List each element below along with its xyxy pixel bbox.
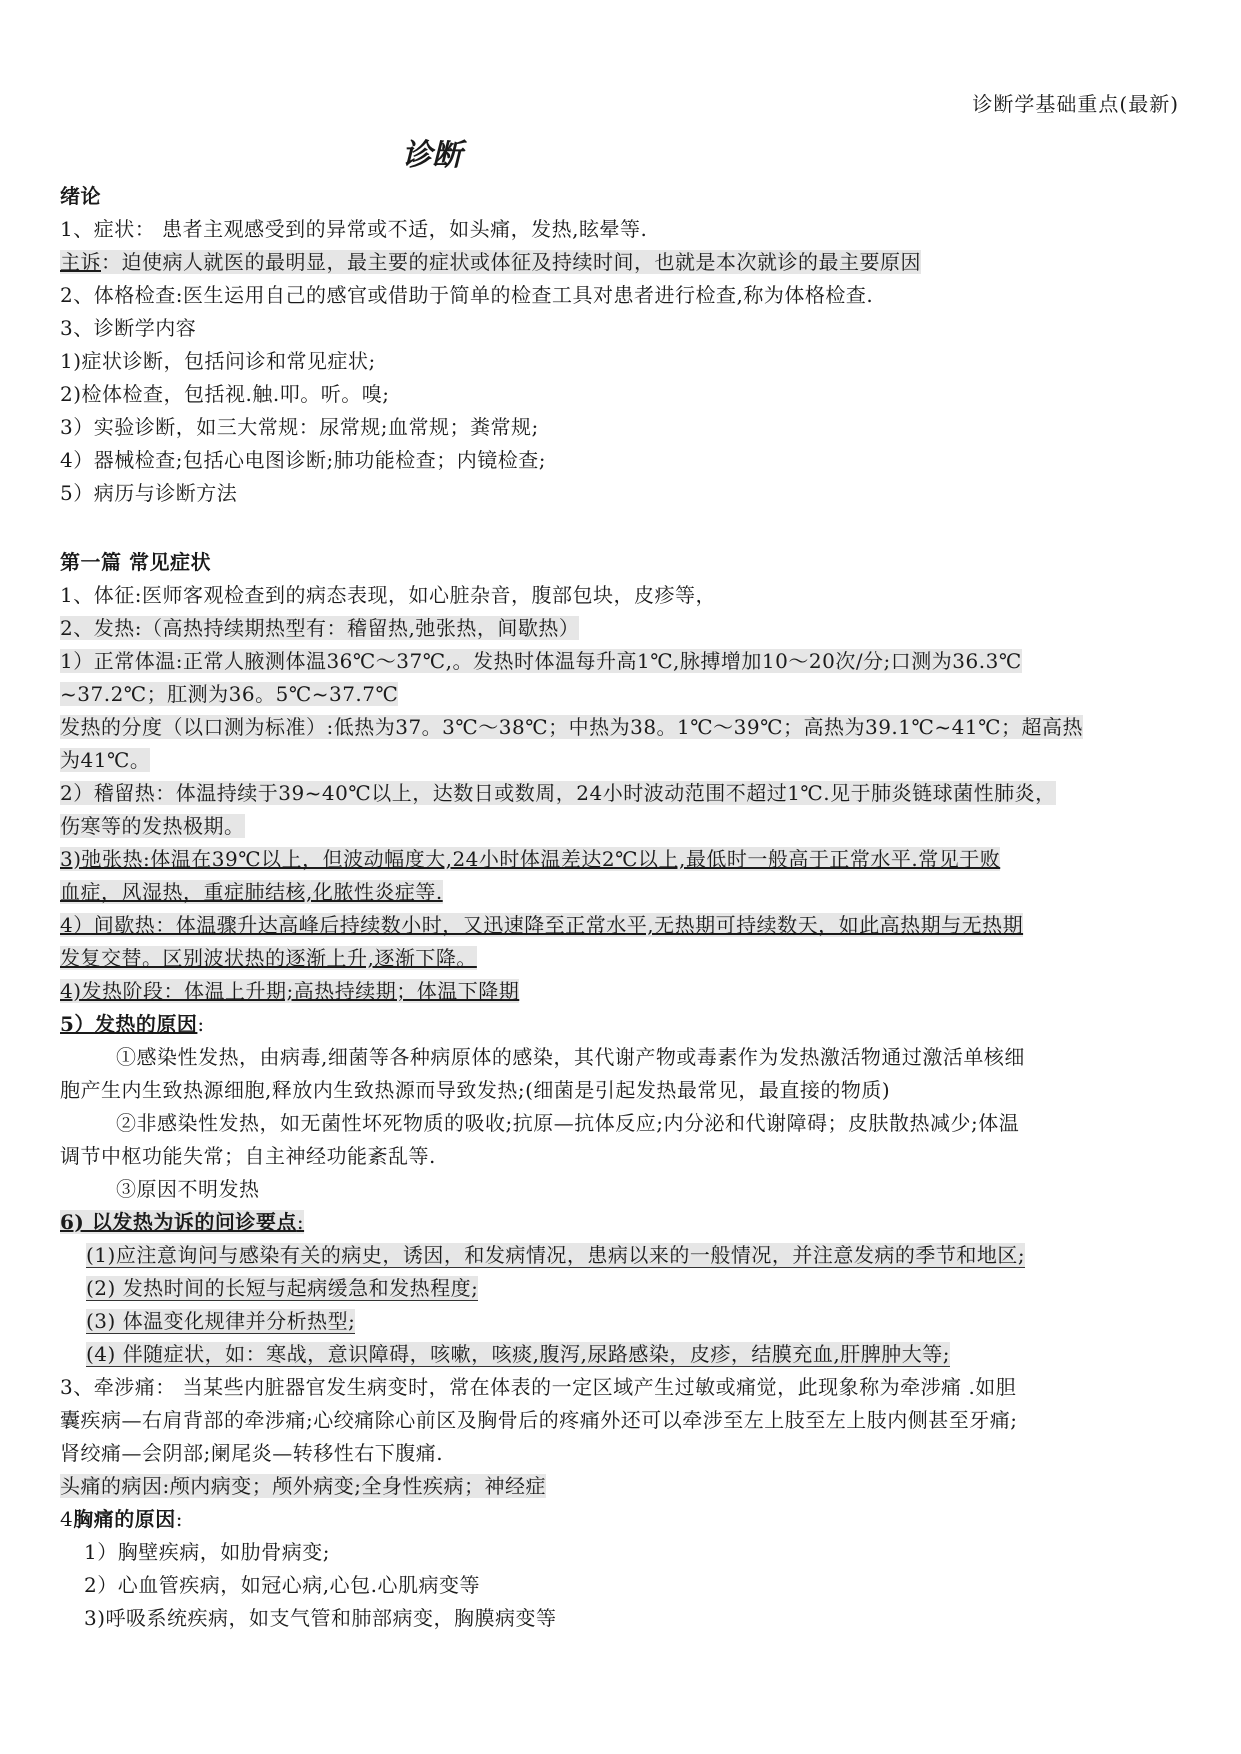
text-line — [60, 1470, 1182, 1503]
text-line — [60, 942, 1182, 975]
highlighted-text: 血症，风湿热，重症肺结核,化脓性炎症等. — [60, 880, 443, 904]
highlighted-text: (3) 体温变化规律并分析热型; — [86, 1309, 356, 1333]
text-line: 4）器械检查;包括心电图诊断;肺功能检查；内镜检查; — [60, 448, 546, 472]
text-line — [60, 1008, 1182, 1041]
highlighted-text: 4)发热阶段：体温上升期;高热持续期；体温下降期 — [60, 979, 520, 1003]
subheading: 6) 以发热为诉的问诊要点 — [60, 1210, 297, 1234]
colon: : — [175, 1507, 183, 1531]
text-line: 囊疾病—右肩背部的牵涉痛;心绞痛除心前区及胸骨后的疼痛外还可以牵涉至左上肢至左上肢内侧甚至牙痛; — [60, 1408, 1018, 1432]
list-item: 1）胸壁疾病，如肋骨病变; — [84, 1540, 330, 1564]
spacer — [60, 510, 1182, 546]
text-line: 1)症状诊断，包括问诊和常见症状; — [60, 349, 376, 373]
highlighted-text: 发热的分度（以口测为标准）:低热为37。3℃～38℃；中热为38。1℃～39℃；高热为39.1℃~41℃；超高热 — [60, 715, 1083, 739]
highlighted-text: (2) 发热时间的长短与起病缓急和发热程度; — [86, 1276, 479, 1300]
highlighted-text: 为41℃。 — [60, 748, 151, 772]
text-line — [60, 1503, 1182, 1536]
colon: : — [197, 1012, 205, 1036]
text-line — [60, 777, 1182, 810]
text-line — [60, 876, 1182, 909]
highlighted-text: 4）间歇热：体温骤升达高峰后持续数小时，又迅速降至正常水平,无热期可持续数天，如此高热期与无热期 — [60, 913, 1024, 937]
list-item — [60, 1239, 1182, 1272]
term-label: 主诉 — [60, 250, 101, 274]
text-line: 肾绞痛—会阴部;阑尾炎—转移性右下腹痛. — [60, 1441, 444, 1465]
text-line: 调节中枢功能失常；自主神经功能紊乱等. — [60, 1144, 436, 1168]
highlighted-text: 2）稽留热：体温持续于39~40℃以上，达数日或数周，24小时波动范围不超过1℃.见于肺炎链球菌性肺炎， — [60, 781, 1056, 805]
text-line: 2)检体检查，包括视.触.叩。听。嗅; — [60, 382, 390, 406]
text-line: 3、诊断学内容 — [60, 316, 197, 340]
highlighted-text: 发复交替。区别波状热的逐渐上升,逐渐下降。 — [60, 946, 477, 970]
list-item — [60, 1305, 1182, 1338]
text-line: 1、体征:医师客观检查到的病态表现，如心脏杂音，腹部包块，皮疹等， — [60, 583, 716, 607]
text-line: 2、体格检查:医生运用自己的感官或借助于简单的检查工具对患者进行检查,称为体格检查. — [60, 283, 874, 307]
subheading: 5）发热的原因 — [60, 1012, 198, 1036]
subheading: 胸痛的原因 — [73, 1507, 176, 1531]
document-body — [60, 180, 1182, 1635]
highlighted-text: 伤寒等的发热极期。 — [60, 814, 245, 838]
text-line: ①感染性发热，由病毒,细菌等各种病原体的感染，其代谢产物或毒素作为发热激活物通过激活单核细 — [116, 1045, 1025, 1069]
text-line: 3）实验诊断，如三大常规：尿常规;血常规；粪常规; — [60, 415, 539, 439]
highlighted-text: (4) 伴随症状，如：寒战，意识障碍，咳嗽，咳痰,腹泻,尿路感染，皮疹，结膜充血,肝脾肿大等; — [86, 1342, 950, 1366]
text-line — [60, 810, 1182, 843]
text-line: ②非感染性发热，如无菌性坏死物质的吸收;抗原—抗体反应;内分泌和代谢障碍；皮肤散热减少;体温 — [116, 1111, 1020, 1135]
list-item — [60, 1338, 1182, 1371]
text-line: 胞产生内生致热源细胞,释放内生致热源而导致发热;(细菌是引起发热最常见，最直接的物质) — [60, 1078, 891, 1102]
text-line — [60, 909, 1182, 942]
highlighted-text: (1)应注意询问与感染有关的病史，诱因，和发病情况，患病以来的一般情况，并注意发病的季节和地区; — [86, 1243, 1026, 1267]
text-line: 3、牵涉痛： 当某些内脏器官发生病变时，常在体表的一定区域产生过敏或痛觉，此现象称为牵涉痛 .如胆 — [60, 1375, 1017, 1399]
highlighted-text: 3)弛张热:体温在39℃以上，但波动幅度大,24小时体温差达2℃以上,最低时一般高于正常水平.常见于败 — [60, 847, 1001, 871]
list-item — [60, 1272, 1182, 1305]
section-heading-symptoms: 第一篇 常见症状 — [60, 550, 211, 574]
text-line — [60, 645, 1182, 678]
document-title: 诊断 — [402, 138, 462, 173]
page-header: 诊断学基础重点(最新) — [972, 92, 1179, 116]
text-line — [60, 744, 1182, 777]
list-item: 2）心血管疾病，如冠心病,心包.心肌病变等 — [84, 1573, 480, 1597]
text-line — [60, 843, 1182, 876]
text-line: 1、症状： 患者主观感受到的异常或不适，如头痛，发热,眩晕等. — [60, 217, 648, 241]
highlighted-text: 头痛的病因:颅内病变；颅外病变;全身性疾病；神经症 — [60, 1474, 546, 1498]
colon: : — [296, 1210, 305, 1234]
list-item: 3)呼吸系统疾病，如支气管和肺部病变，胸膜病变等 — [84, 1606, 557, 1630]
text-line — [60, 1206, 1182, 1239]
list-number: 4 — [60, 1507, 74, 1531]
text-line — [60, 975, 1182, 1008]
highlighted-text: 1）正常体温:正常人腋测体温36℃～37℃,。发热时体温每升高1℃,脉搏增加10～20次/分;口测为36.3℃ — [60, 649, 1022, 673]
highlighted-text: 2、发热:（高热持续期热型有：稽留热,弛张热，间歇热） — [60, 616, 580, 640]
text-line — [60, 711, 1182, 744]
text-line: ③原因不明发热 — [116, 1177, 260, 1201]
highlighted-text: ：迫使病人就医的最明显，最主要的症状或体征及持续时间，也就是本次就诊的最主要原因 — [101, 250, 921, 274]
text-line — [60, 246, 1182, 279]
text-line — [60, 678, 1182, 711]
section-heading-intro: 绪论 — [60, 184, 101, 208]
text-line — [60, 612, 1182, 645]
highlighted-text: ~37.2℃；肛测为36。5℃~37.7℃ — [60, 682, 399, 706]
text-line: 5）病历与诊断方法 — [60, 481, 238, 505]
